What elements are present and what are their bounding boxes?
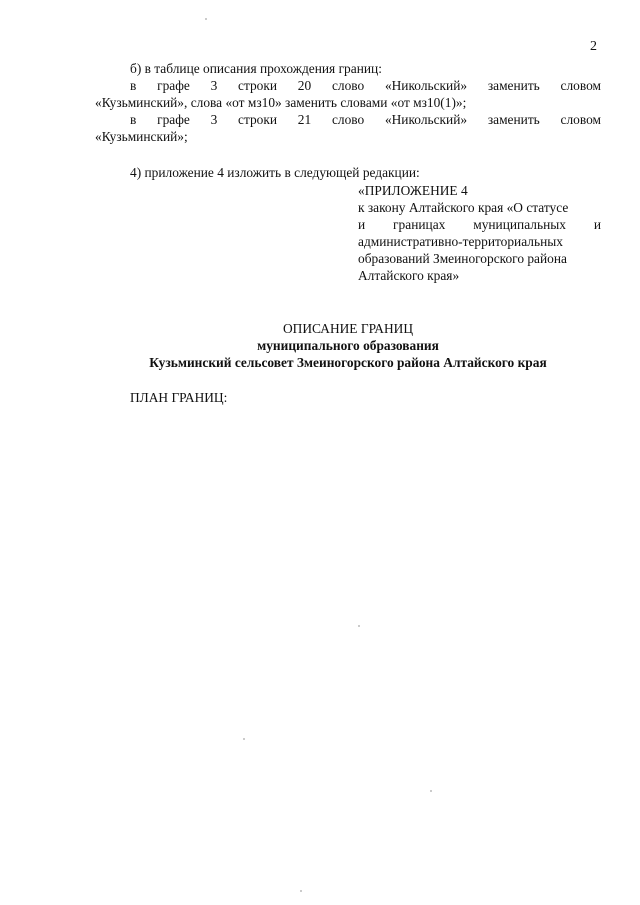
scan-speck [300, 890, 302, 892]
scan-speck [430, 790, 432, 792]
appendix-header [358, 182, 601, 284]
paragraph-b-line-3: в графе 3 строки 21 слово «Никольский» заменить словом [130, 112, 601, 127]
paragraph-b-line-1: в графе 3 строки 20 слово «Никольский» заменить словом [130, 78, 601, 93]
paragraph-4 [95, 164, 601, 181]
scan-speck [243, 738, 245, 740]
section-heading-title: ОПИСАНИЕ ГРАНИЦ [283, 321, 413, 336]
page-number: 2 [590, 39, 597, 54]
paragraph-b-line-2: «Кузьминский», слова «от мз10» заменить словами «от мз10(1)»; [95, 95, 467, 110]
paragraph-4-text: 4) приложение 4 изложить в следующей редакции: [130, 165, 420, 180]
appendix-line-4: образований Змеиногорского района [358, 251, 567, 266]
scan-speck [358, 625, 360, 627]
appendix-line-5: Алтайского края» [358, 268, 460, 283]
section-heading-entity: Кузьминский сельсовет Змеиногорского района Алтайского края [149, 355, 547, 370]
paragraph-b [95, 60, 601, 145]
appendix-line-2: и границах муниципальных и [358, 217, 601, 232]
plan-label: ПЛАН ГРАНИЦ: [130, 390, 228, 405]
section-heading [95, 320, 601, 371]
scan-speck [205, 18, 207, 20]
appendix-title: «ПРИЛОЖЕНИЕ 4 [358, 183, 468, 198]
section-heading-subtitle: муниципального образования [257, 338, 439, 353]
paragraph-b-heading: б) в таблице описания прохождения границ: [130, 61, 382, 76]
paragraph-b-line-4: «Кузьминский»; [95, 129, 188, 144]
appendix-line-3: административно-территориальных [358, 234, 563, 249]
appendix-line-1: к закону Алтайского края «О статусе [358, 200, 569, 215]
